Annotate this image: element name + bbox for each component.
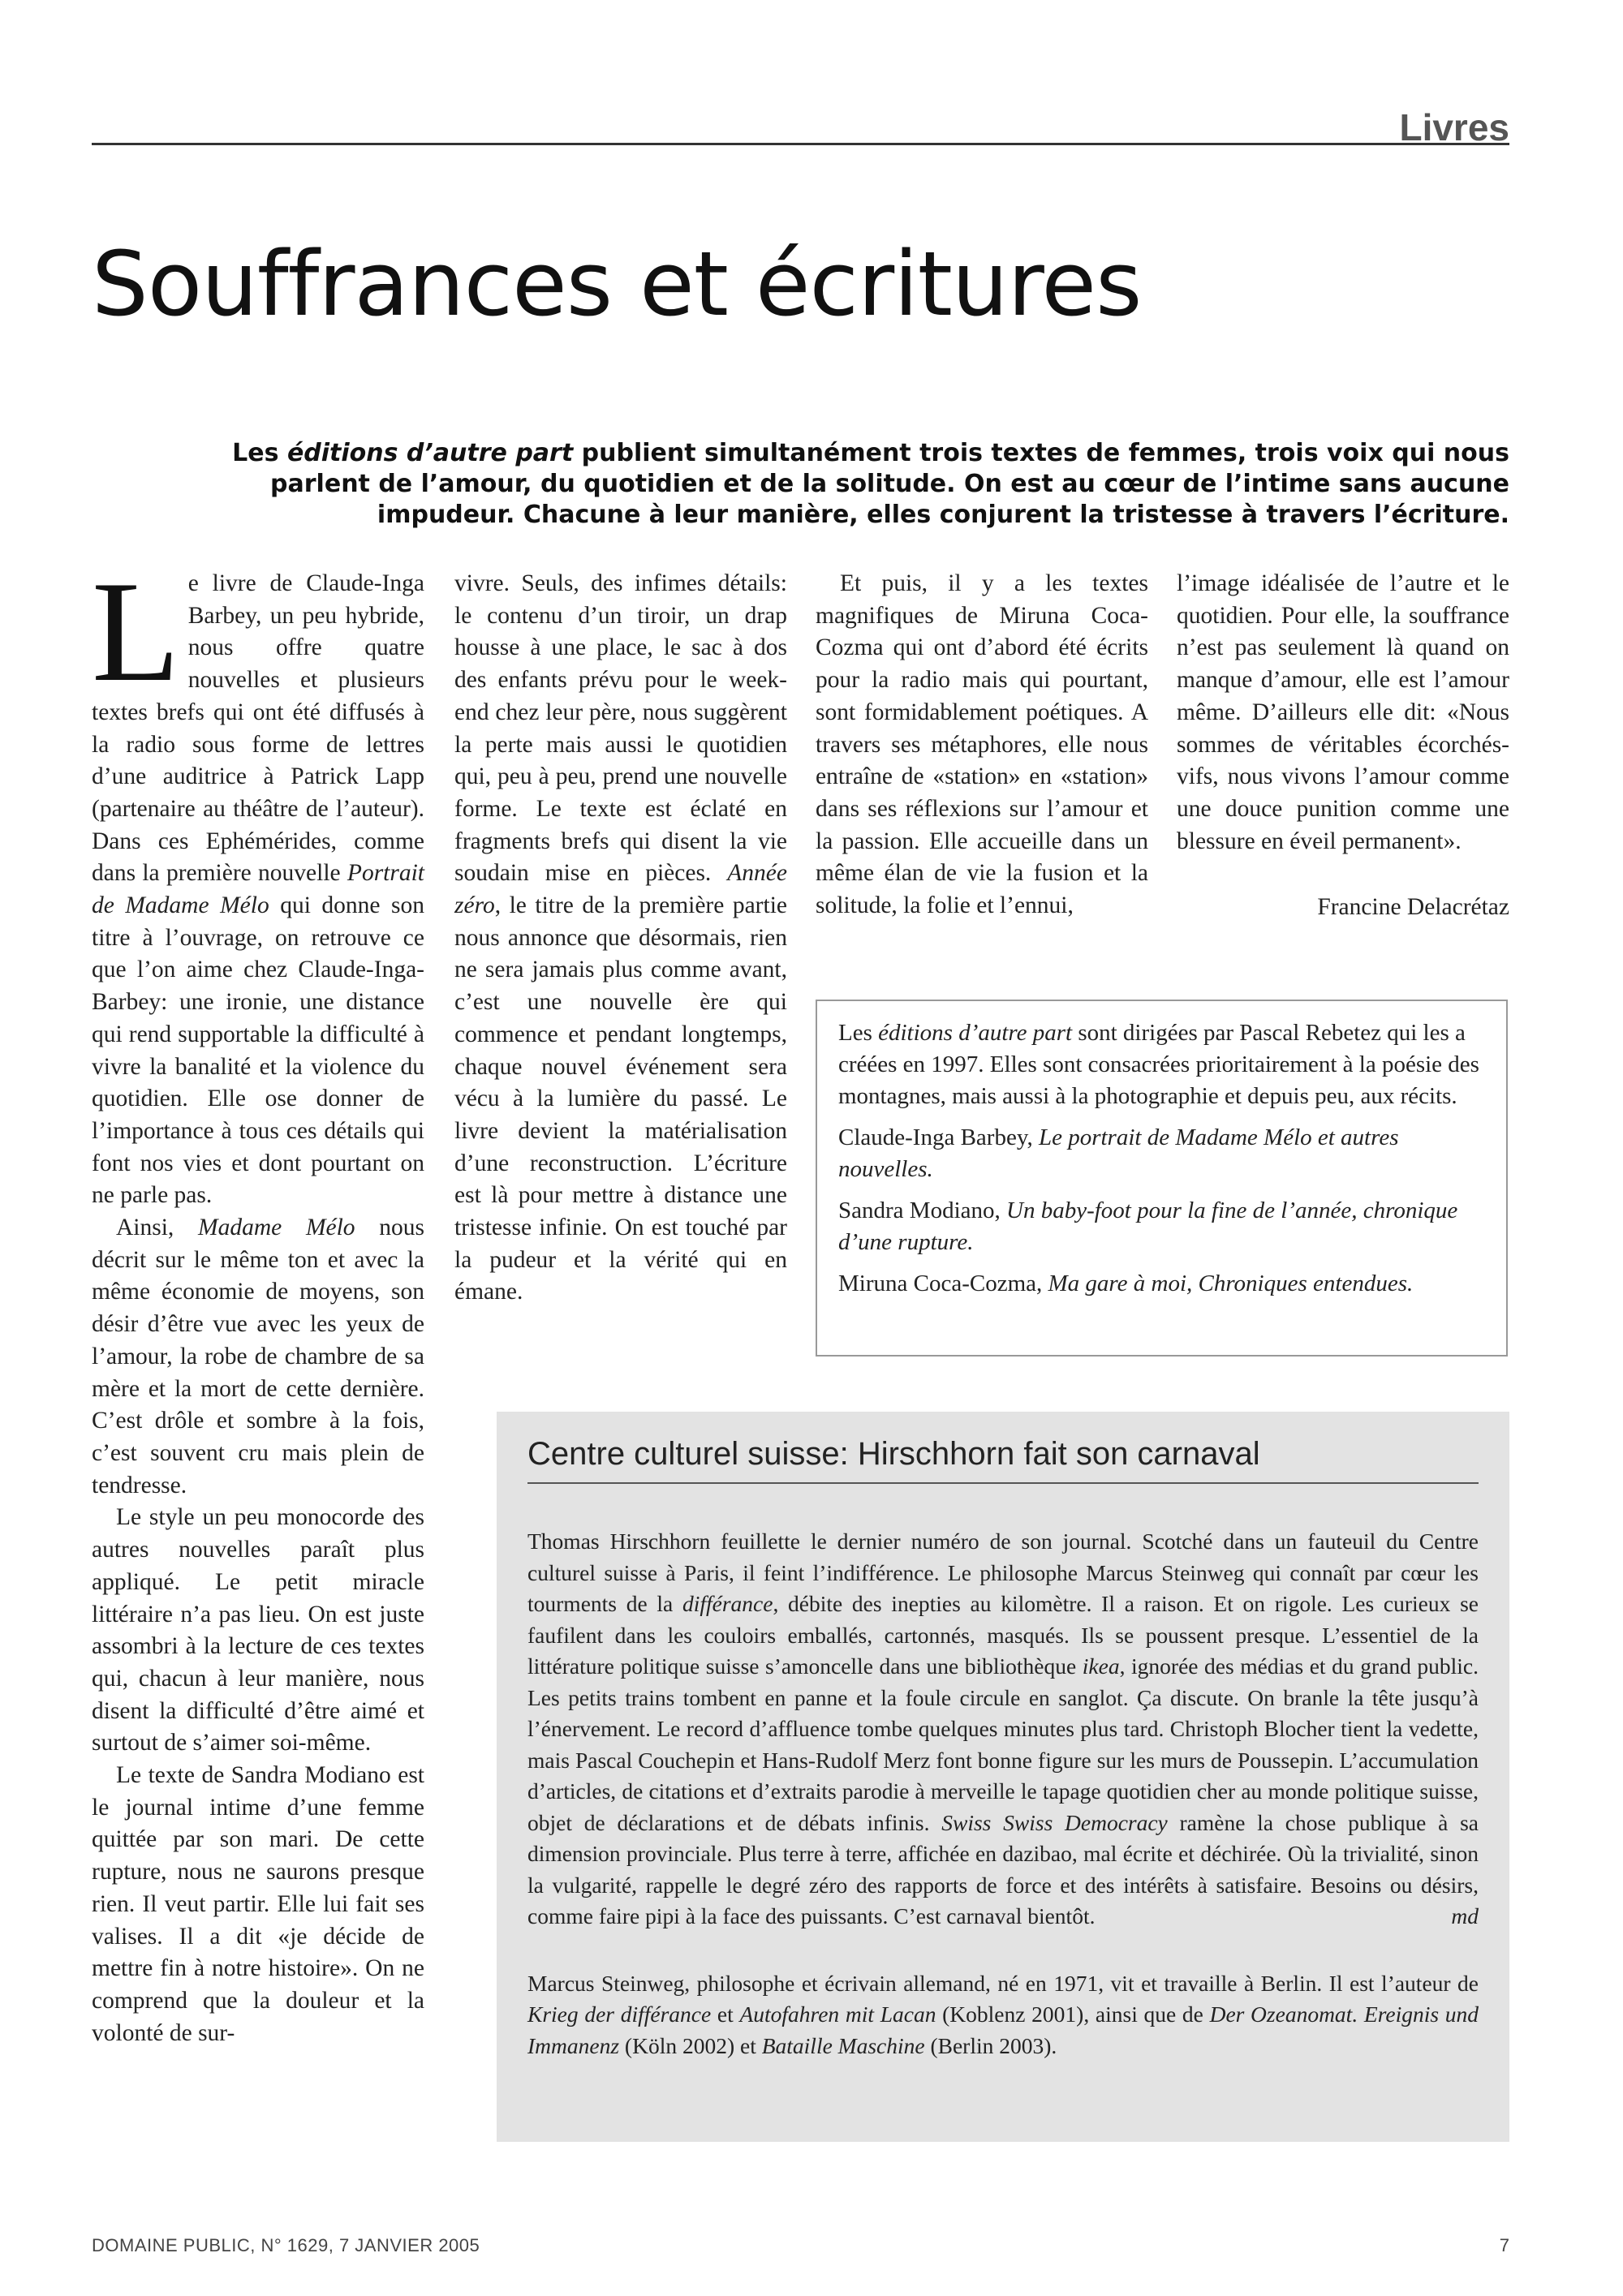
- article-paragraph: Ainsi, Madame Mélo nous décrit sur le même ton et avec la même économie de moyens, son désir d’être vue avec les yeux de l’amour, la robe de chambre de sa mère et la mort de cette dernière. C’est drôle et sombre à la fois, c’est souvent cru mais plein de tendresse.: [92, 1215, 424, 1498]
- article-paragraph: vivre. Seuls, des infimes détails: le contenu d’un tiroir, un drap housse à une place, le sac à dos des enfants prévu pour le week-end chez leur père, nous suggèrent la perte mais aussi le quotidien qui, peu à peu, prend une nouvelle forme. Le texte est éclaté en fragments brefs qui disent la vie soudain mise en pièces. Année zéro, le titre de la première partie nous annonce que désormais, rien ne sera jamais plus comme avant, c’est une nouvelle ère qui commence et pendant longtemps, chaque nouvel événement sera vécu à la lumière du passé. Le livre devient la matérialisation d’une reconstruction. L’écriture est là pour mettre à distance une tristesse infinie. On est touché par la pudeur et la vérité qui en émane.: [454, 570, 787, 1305]
- article-paragraph: l’image idéalisée de l’autre et le quotidien. Pour elle, la souffrance n’est pas seulement là quand on manque d’amour, elle est l’amour même. D’ailleurs elle dit: «Nous sommes de véritables écorchés-vifs, nous vivons l’amour comme une douce punition comme une blessure en éveil permanent».: [1177, 570, 1509, 854]
- sidebar-signature: md: [1451, 1903, 1479, 1928]
- article-title: Souffrances et écritures: [92, 232, 1142, 336]
- article-paragraph: Et puis, il y a les textes magnifiques de Miruna Coca-Cozma qui ont d’abord été écrits pour la radio mais qui pourtant, sont formidablement poétiques. A travers ses métaphores, elle nous entraîne de «station» en «station» dans ses réflexions sur l’amour et la passion. Elle accueille dans un même élan de vie la fusion et la solitude, la folie et l’ennui,: [816, 570, 1148, 919]
- author-signature: Francine Delacrétaz: [1317, 894, 1509, 921]
- article-paragraph: Le texte de Sandra Modiano est le journal intime d’une femme quittée par son mari. De cette rupture, nous ne saurons presque rien. Il veut partir. Elle lui fait ses valises. Il a dit «je décide de mettre fin à notre histoire». On ne comprend que la douleur et la volonté de sur-: [92, 1762, 424, 2046]
- book-reference: Miruna Coca-Cozma, Ma gare à moi, Chroniques entendues.: [838, 1271, 1414, 1296]
- book-reference: Claude-Inga Barbey, Le portrait de Madame Mélo et autres nouvelles.: [838, 1124, 1399, 1182]
- drop-cap: L: [92, 551, 180, 712]
- article-column-1: [92, 551, 424, 2049]
- article-paragraph: Le style un peu monocorde des autres nouvelles paraît plus appliqué. Le petit miracle littéraire n’a pas lieu. On est juste assombri à la lecture de ces textes qui, chacun à leur manière, nous disent la difficulté d’être aimé et surtout de s’aimer soi-même.: [92, 1504, 424, 1756]
- section-label: Livres: [1399, 106, 1509, 148]
- sidebar-paragraph: Thomas Hirschhorn feuillette le dernier numéro de son journal. Scotché dans un fauteuil du Centre culturel suisse à Paris, il feint l’indifférence. Le philosophe Marcus Steinweg qui connaît par cœur les tourments de la différance, débite des inepties au kilomètre. Il a raison. Et on rigole. Les curieux se faufilent dans les couloirs emballés, cartonnés, masqués. Ils se poussent presque. L’essentiel de la littérature politique suisse s’amoncelle dans une bibliothèque ikea, ignorée des médias et du grand public. Les petits trains tombent en panne et la foule circule en sanglot. Ça discute. On branle la tête jusqu’à l’énervement. Le record d’affluence tombe quelques minutes plus tard. Christoph Blocher tient la vedette, mais Pascal Couchepin et Hans-Rudolf Merz font bonne figure sur les murs de Poussepin. L’accumulation d’articles, de citations et d’extraits parodie à merveille le tapage quotidien cher au monde politique suisse, objet de déclarations et de débats infinis. Swiss Swiss Democracy ramène la chose publique à sa dimension provinciale. Plus terre à terre, affichée en dazibao, mal écrite et déchirée. Où la trivialité, sinon la vulgarité, rappelle le degré zéro des rapports de force et des intérêts à satisfaire. Besoins ou désirs, comme faire pipi à la face des puissants. C’est carnaval bientôt. md: [527, 1526, 1479, 1933]
- article-paragraph: Le livre de Claude-Inga Barbey, un peu hybride, nous offre quatre nouvelles et plusieurs textes brefs qui ont été diffusés à la radio sous forme de lettres d’une auditrice à Patrick Lapp (partenaire au théâtre de l’auteur). Dans ces Ephémérides, comme dans la première nouvelle Portrait de Madame Mélo qui donne son titre à l’ouvrage, on retrouve ce que l’on aime chez Claude-Inga-Barbey: une ironie, une distance qui rend supportable la difficulté à vivre la banalité et la violence du quotidien. Elle ose donner de l’importance à tous ces détails qui font nos vies et dont pourtant on ne parle pas.: [92, 551, 424, 1209]
- article-column-3: [816, 568, 1148, 922]
- sidebar-paragraph: Marcus Steinweg, philosophe et écrivain allemand, né en 1971, vit et travaille à Berlin. Il est l’auteur de Krieg der différance et Autofahren mit Lacan (Koblenz 2001), ainsi que de Der Ozeanomat. Ereignis und Immanenz (Köln 2002) et Bataille Maschine (Berlin 2003).: [527, 1970, 1479, 2058]
- sidebar-title: Centre culturel suisse: Hirschhorn fait son carnaval: [527, 1436, 1479, 1484]
- publisher-description: Les éditions d’autre part sont dirigées par Pascal Rebetez qui les a créées en 1997. Elles sont consacrées prioritairement à la poésie des montagnes, mais aussi à la photographie et depuis peu, aux récits.: [838, 1020, 1479, 1109]
- article-column-4: [1177, 568, 1509, 924]
- page-number: 7: [1499, 2235, 1509, 2255]
- header-rule: [92, 143, 1509, 145]
- publisher-info-box: [816, 1000, 1508, 1357]
- sidebar-body: [527, 1526, 1479, 2062]
- article-column-2: [454, 568, 787, 1309]
- book-reference: Sandra Modiano, Un baby-foot pour la fine de l’année, chronique d’une rupture.: [838, 1197, 1458, 1255]
- footer-publication: DOMAINE PUBLIC, N° 1629, 7 JANVIER 2005: [92, 2235, 480, 2255]
- article-intro: Les éditions d’autre part publient simultanément trois textes de femmes, trois voix qui nous parlent de l’amour, du quotidien et de la solitude. On est au cœur de l’intime sans aucune impudeur. Chacune à leur manière, elles conjurent la tristesse à travers l’écriture.: [232, 439, 1509, 529]
- sidebar-box: [497, 1412, 1509, 2142]
